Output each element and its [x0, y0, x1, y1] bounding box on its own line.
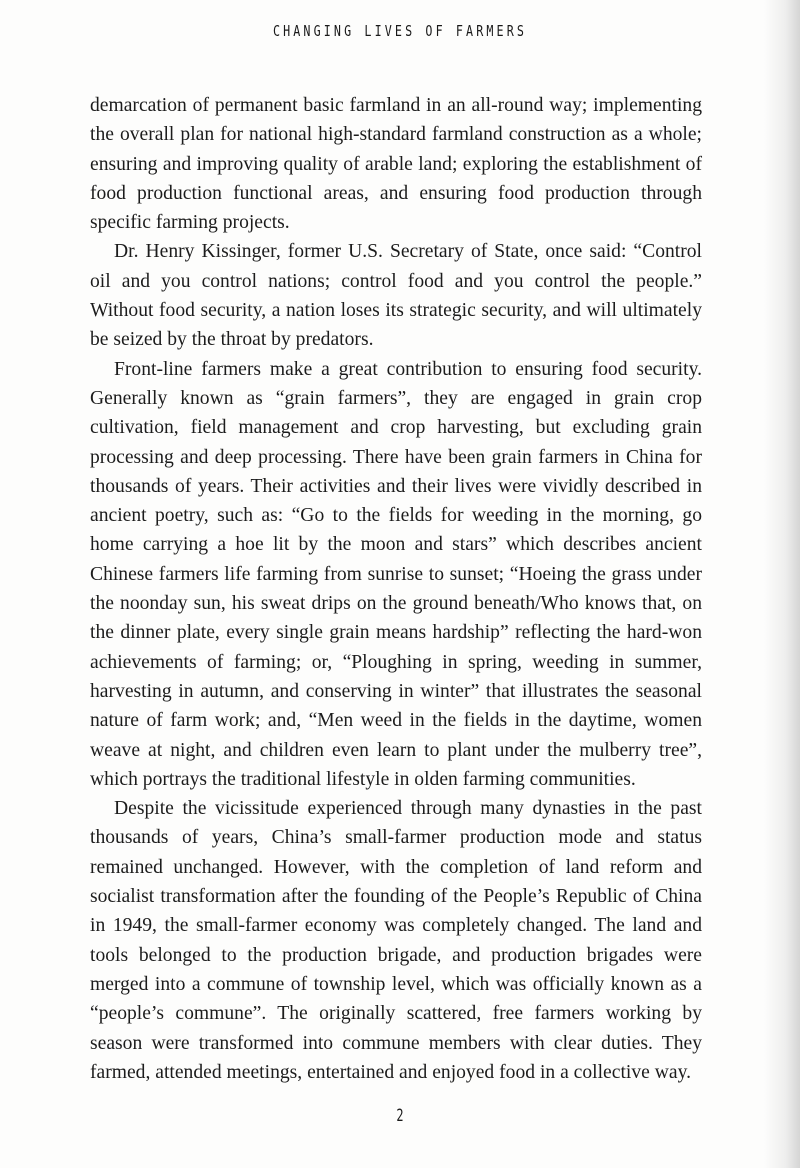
paragraph-grain-farmers: Front-line farmers make a great contribution to ensuring food security. Generally known as “grain farmers”, they are engaged in grain crop cultivation, field management and crop harvesting, but excluding grain processing and deep processing. There have been grain farmers in China for thousands of years. Their activities and their lives were vividly described in ancient poetry, such as: “Go to the fields for weeding in the morning, go home carrying a hoe lit by the moon and stars” which describes ancient Chinese farmers life farming from sunrise to sunset; “Hoeing the grass under the noonday sun, his sweat drips on the ground beneath/Who knows that, on the dinner plate, every single grain means hardship” reflecting the hard-won achievements of farming; or, “Ploughing in spring, weeding in summer, harvesting in autumn, and conserving in winter” that illustrates the seasonal nature of farm work; and, “Men weed in the fields in the daytime, women weave at night, and children even learn to plant under the mulberry tree”, which portrays the traditional lifestyle in olden farming communities.: [90, 358, 702, 790]
paragraph-kissinger-quote: Dr. Henry Kissinger, former U.S. Secretary of State, once said: “Control oil and you control nations; control food and you control the people.” Without food security, a nation loses its strategic security, and will ultimately be seized by the throat by predators.: [90, 241, 702, 351]
page-number: 2: [396, 1106, 404, 1126]
binding-shadow: [764, 0, 800, 1168]
running-head: CHANGING LIVES OF FARMERS: [272, 22, 528, 40]
body-text: [90, 91, 702, 1087]
paragraph-continuation: demarcation of permanent basic farmland in an all-round way; implementing the overall plan for national high-standard farmland construction as a whole; ensuring and improving quality of arable land; exploring the establishment of food production functional areas, and ensuring food production through specific farming projects.: [90, 95, 702, 234]
paragraph-commune-history: Despite the vicissitude experienced through many dynasties in the past thousands of years, China’s small-farmer production mode and status remained unchanged. However, with the completion of land reform and socialist transformation after the founding of the People’s Republic of China in 1949, the small-farmer economy was completely changed. The land and tools belonged to the production brigade, and production brigades were merged into a commune of township level, which was officially known as a “people’s commune”. The originally scattered, free farmers working by season were transformed into commune members with clear duties. They farmed, attended meetings, entertained and enjoyed food in a collective way.: [90, 798, 702, 1083]
